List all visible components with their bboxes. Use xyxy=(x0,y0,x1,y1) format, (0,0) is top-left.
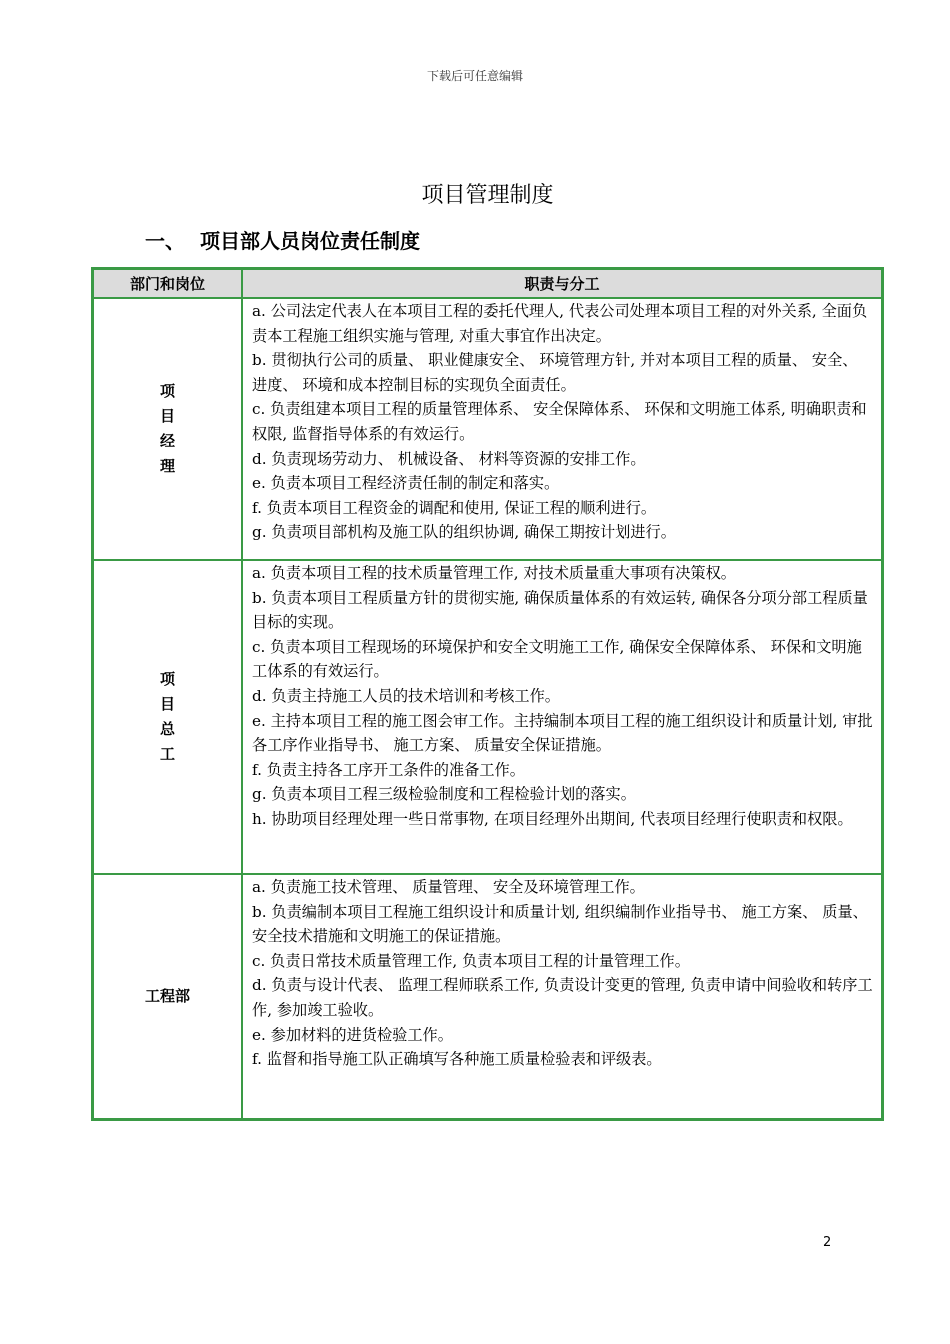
section-heading xyxy=(145,225,420,254)
duty-item: a. 公司法定代表人在本项目工程的委托代理人, 代表公司处理本项目工程的对外关系, 全面负责本工程施工组织实施与管理, 对重大事宜作出决定。 xyxy=(252,302,868,345)
dept-cell-chief-engineer xyxy=(93,560,242,874)
duty-item: a. 负责施工技术管理、 质量管理、 安全及环境管理工作。 xyxy=(252,878,645,896)
duties-cell-project-manager xyxy=(242,298,882,560)
duty-item: g. 负责本项目工程三级检验制度和工程检验计划的落实。 xyxy=(252,785,636,804)
duty-item: f. 负责本项目工程资金的调配和使用, 保证工程的顺利进行。 xyxy=(252,498,657,517)
duty-item: d. 负责与设计代表、 监理工程师联系工作, 负责设计变更的管理, 负责申请中间验收和转序工作, 参加竣工验收。 xyxy=(252,976,873,1019)
section-title: 项目部人员岗位责任制度 xyxy=(200,229,420,253)
table-row xyxy=(93,560,882,874)
duty-item: e. 参加材料的进货检验工作。 xyxy=(252,1025,453,1044)
dept-char: 经 xyxy=(159,432,175,450)
duty-item: e. 主持本项目工程的施工图会审工作。主持编制本项目工程的施工组织设计和质量计划, 审批各工序作业指导书、 施工方案、 质量安全保证措施。 xyxy=(252,711,873,755)
duties-cell-chief-engineer xyxy=(242,560,882,874)
dept-cell-project-manager xyxy=(93,298,242,560)
dept-char: 理 xyxy=(159,457,175,475)
duty-item: a. 负责本项目工程的技术质量管理工作, 对技术质量重大事项有决策权。 xyxy=(252,564,736,582)
document-title: 项目管理制度 xyxy=(421,183,554,208)
column-header-dept: 部门和岗位 xyxy=(93,269,242,298)
dept-char: 总 xyxy=(159,720,175,738)
dept-char: 项 xyxy=(159,382,175,400)
duty-item: b. 贯彻执行公司的质量、 职业健康安全、 环境管理方针, 并对本项目工程的质量、 安全、 进度、 环境和成本控制目标的实现负全面责任。 xyxy=(252,351,858,394)
dept-char: 工 xyxy=(159,745,175,763)
dept-label: 工程部 xyxy=(144,987,190,1005)
duties-cell-engineering-dept xyxy=(242,874,882,1119)
header-note: 下载后可任意编辑 xyxy=(426,69,523,83)
duty-item: b. 负责本项目工程质量方针的贯彻实施, 确保质量体系的有效运转, 确保各分项分部工程质量目标的实现。 xyxy=(252,588,868,632)
duty-item: c. 负责组建本项目工程的质量管理体系、 安全保障体系、 环保和文明施工体系, 明确职责和权限, 监督指导体系的有效运行。 xyxy=(252,400,867,443)
table-header-row xyxy=(93,269,882,298)
duty-item: c. 负责本项目工程现场的环境保护和安全文明施工工作, 确保安全保障体系、 环保和文明施工体系的有效运行。 xyxy=(252,637,862,681)
page-number: 2 xyxy=(823,1235,832,1250)
duty-item: d. 负责主持施工人员的技术培训和考核工作。 xyxy=(252,686,560,705)
table-row xyxy=(93,874,882,1119)
duty-item: c. 负责日常技术质量管理工作, 负责本项目工程的计量管理工作。 xyxy=(252,951,690,970)
dept-char: 目 xyxy=(159,407,175,425)
duty-item: g. 负责项目部机构及施工队的组织协调, 确保工期按计划进行。 xyxy=(252,523,676,542)
duty-item: f. 监督和指导施工队正确填写各种施工质量检验表和评级表。 xyxy=(252,1050,662,1069)
dept-char: 目 xyxy=(159,695,175,713)
duty-item: e. 负责本项目工程经济责任制的制定和落实。 xyxy=(252,474,560,493)
responsibility-table xyxy=(91,267,884,1121)
dept-cell-engineering-dept xyxy=(93,874,242,1119)
section-number: 一、 xyxy=(145,229,185,253)
duty-item: b. 负责编制本项目工程施工组织设计和质量计划, 组织编制作业指导书、 施工方案、 质量、 安全技术措施和文明施工的保证措施。 xyxy=(252,902,868,946)
duty-item: h. 协助项目经理处理一些日常事物, 在项目经理外出期间, 代表项目经理行使职责和权限。 xyxy=(252,809,853,828)
table-row xyxy=(93,298,882,560)
dept-char: 项 xyxy=(159,670,175,688)
column-header-duties: 职责与分工 xyxy=(242,269,882,298)
duty-item: f. 负责主持各工序开工条件的准备工作。 xyxy=(252,760,525,779)
duty-item: d. 负责现场劳动力、 机械设备、 材料等资源的安排工作。 xyxy=(252,449,646,468)
